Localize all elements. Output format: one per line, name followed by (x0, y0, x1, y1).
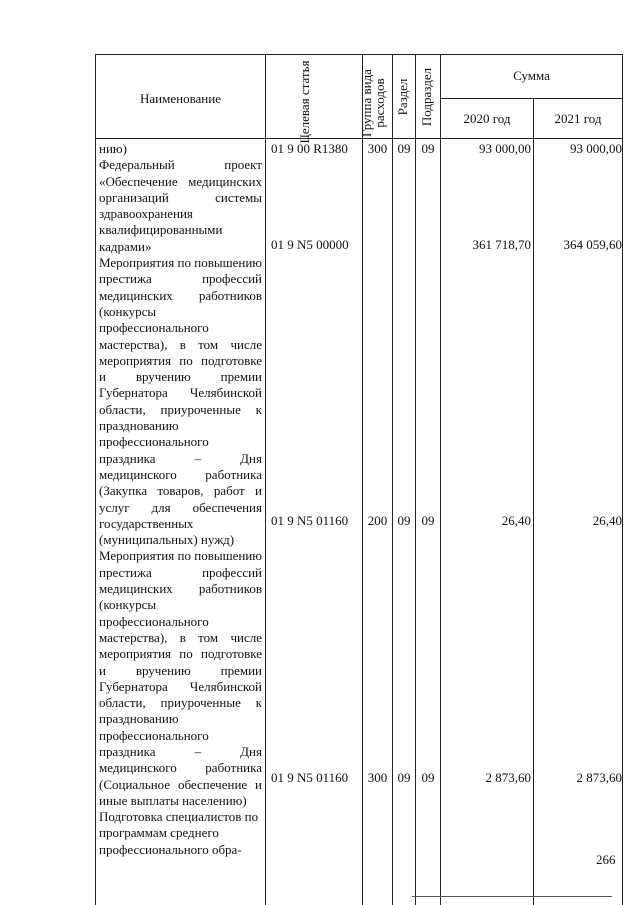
row-sum-2020: 93 000,00 (479, 141, 531, 156)
row-name-text: нию) (99, 141, 127, 156)
header-year-2020: 2020 год (463, 111, 511, 126)
row-section: 09 (397, 513, 411, 528)
row-sum-2021: 93 000,00 (570, 141, 622, 156)
header-sum: Сумма (513, 68, 550, 83)
row-sum-2021: 364 059,60 (563, 237, 622, 252)
row-sum-2020: 26,40 (501, 513, 531, 528)
row-sum-2021: 26,40 (592, 513, 622, 528)
row-code: 01 9 00 R1380 (271, 141, 348, 156)
row-group: 300 (367, 770, 388, 785)
header-year-2021: 2021 год (554, 111, 602, 126)
row-name-text: Подготовка специалистов по программам среднего профессионального обра- (99, 809, 259, 857)
page-number: 266 (596, 852, 616, 867)
row-sum-2020: 361 718,70 (472, 237, 531, 252)
bottom-divider (412, 896, 612, 897)
row-subsection: 09 (421, 513, 435, 528)
row-group: 300 (367, 141, 388, 156)
name-column (99, 141, 262, 858)
row-code: 01 9 N5 00000 (271, 237, 349, 252)
header-section: Раздел (395, 78, 410, 116)
row-section: 09 (397, 770, 411, 785)
row-subsection: 09 (421, 770, 435, 785)
row-section: 09 (397, 141, 411, 156)
row-subsection: 09 (421, 141, 435, 156)
row-name-text: Федеральный проект «Обеспечение медицинских организаций системы здравоохранения квалифицированными кадрами» (99, 157, 262, 254)
row-sum-2020: 2 873,60 (485, 770, 531, 785)
row-sum-2021: 2 873,60 (576, 770, 622, 785)
row-group: 200 (367, 513, 388, 528)
header-subsection: Подраздел (419, 67, 434, 127)
row-code: 01 9 N5 01160 (271, 770, 349, 785)
header-target-article: Целевая статья (297, 60, 312, 144)
row-name-text: Мероприятия по повышению престижа профессий медицинских работников (конкурсы профессионального мастерства), в том числе мероприятия по подготовке и вручению премии Губернатора Челябинской области, приуроченные к празднованию профессионального праздника – Дня медицинского работника (Закупка товаров, работ и услуг для обеспечения государственных (муниципальных) нужд) (99, 255, 262, 548)
header-expense-group: Группа вида расходов (359, 69, 387, 137)
header-name: Наименование (140, 91, 221, 106)
row-name-text: Мероприятия по повышению престижа профессий медицинских работников (конкурсы профессионального мастерства), в том числе мероприятия по подготовке и вручению премии Губернатора Челябинской области, приуроченные к празднованию профессионального праздника – Дня медицинского работника (Социальное обеспечение и иные выплаты населению) (99, 548, 262, 808)
row-code: 01 9 N5 01160 (271, 513, 349, 528)
